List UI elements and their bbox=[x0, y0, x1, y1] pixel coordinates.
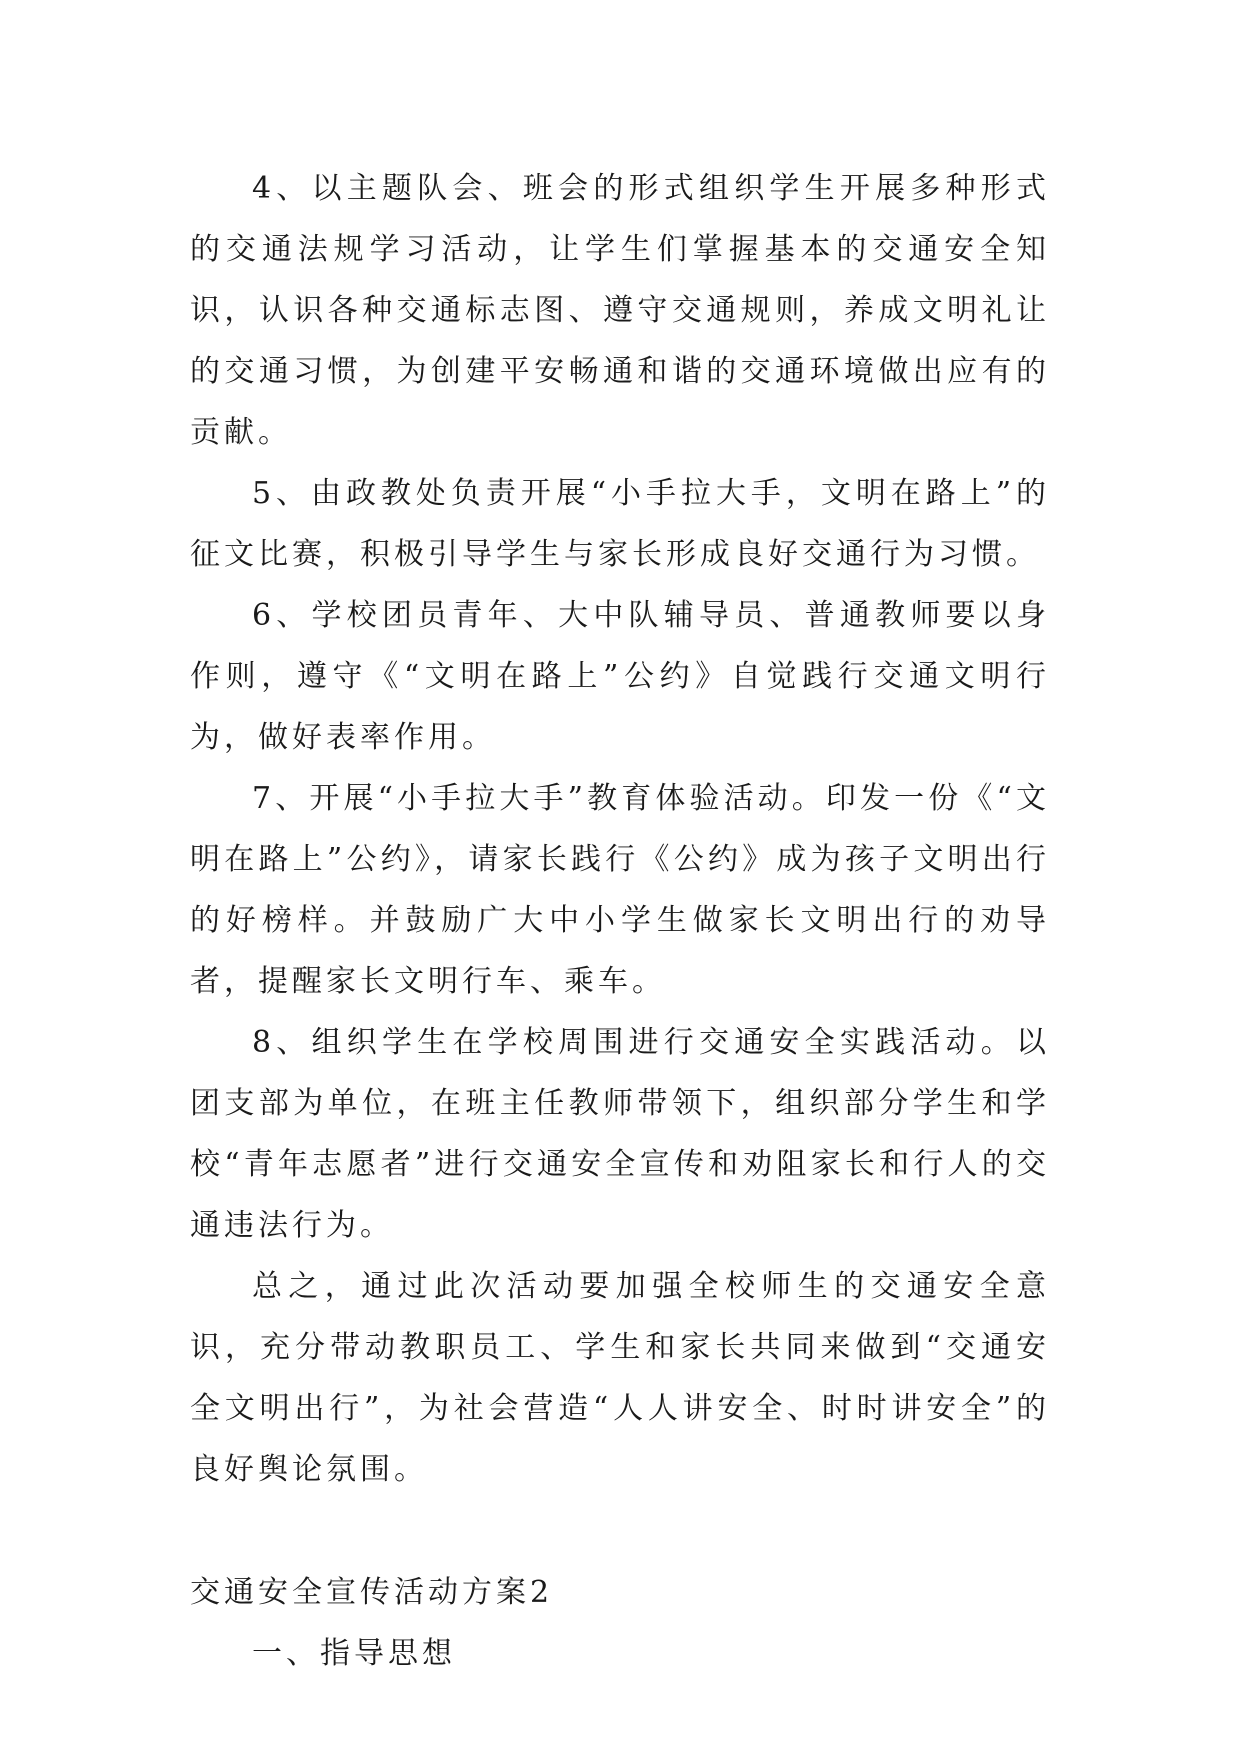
paragraph-item-7: 7、开展“小手拉大手”教育体验活动。印发一份《“文明在路上”公约》，请家长践行《公约》成为孩子文明出行的好榜样。并鼓励广大中小学生做家长文明出行的劝导者，提醒家长文明行车、乘车。 bbox=[190, 781, 1050, 999]
paragraph-item-8: 8、组织学生在学校周围进行交通安全实践活动。以团支部为单位，在班主任教师带领下，组织部分学生和学校“青年志愿者”进行交通安全宣传和劝阻家长和行人的交通违法行为。 bbox=[190, 1025, 1050, 1243]
paragraph-item-5: 5、由政教处负责开展“小手拉大手，文明在路上”的征文比赛，积极引导学生与家长形成良好交通行为习惯。 bbox=[190, 476, 1050, 572]
paragraph-item-6: 6、学校团员青年、大中队辅导员、普通教师要以身作则，遵守《“文明在路上”公约》自觉践行交通文明行为，做好表率作用。 bbox=[190, 598, 1050, 755]
document-body bbox=[190, 158, 1050, 1684]
section-title: 交通安全宣传活动方案2 bbox=[190, 1575, 554, 1610]
section-spacer bbox=[190, 1500, 1050, 1562]
paragraph-item-4: 4、以主题队会、班会的形式组织学生开展多种形式的交通法规学习活动，让学生们掌握基本的交通安全知识，认识各种交通标志图、遵守交通规则，养成文明礼让的交通习惯，为创建平安畅通和谐的交通环境做出应有的贡献。 bbox=[190, 171, 1050, 450]
paragraph-summary: 总之，通过此次活动要加强全校师生的交通安全意识，充分带动教职员工、学生和家长共同来做到“交通安全文明出行”，为社会营造“人人讲安全、时时讲安全”的良好舆论氛围。 bbox=[190, 1269, 1050, 1487]
subheading: 一、指导思想 bbox=[252, 1636, 456, 1671]
